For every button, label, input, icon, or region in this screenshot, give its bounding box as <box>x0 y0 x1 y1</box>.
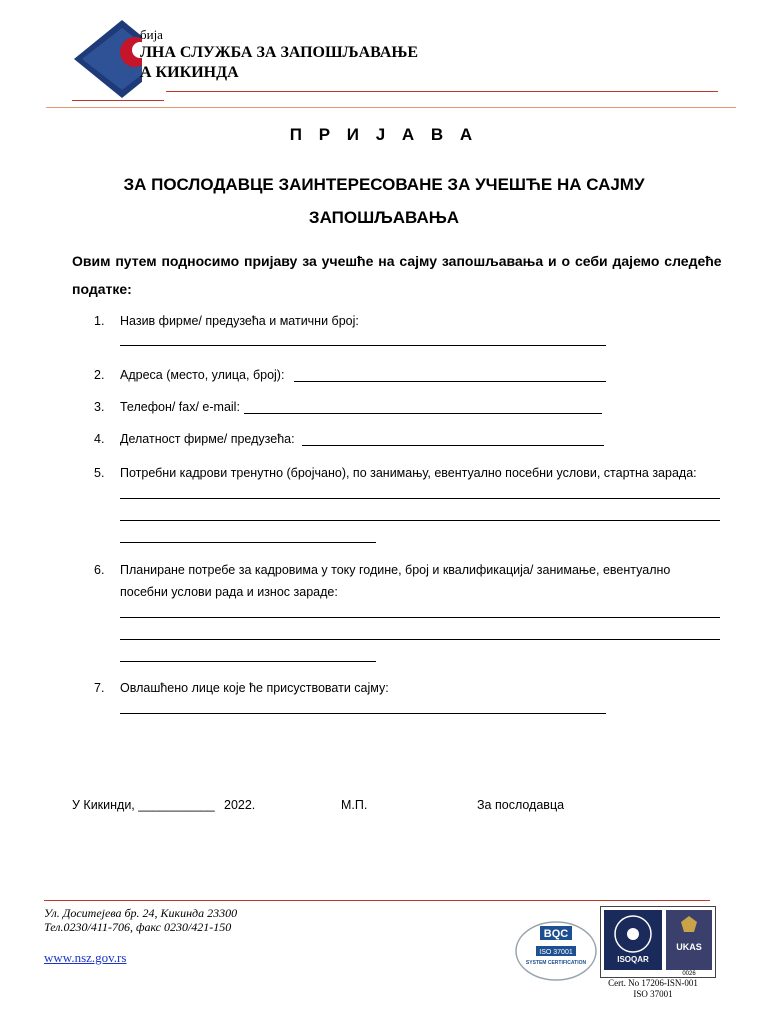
item-number: 5. <box>94 466 105 480</box>
item-number: 3. <box>94 400 105 414</box>
representative-field[interactable] <box>120 713 606 714</box>
current-staff-field-line-1[interactable] <box>120 498 720 499</box>
current-staff-field-line-3[interactable] <box>120 542 376 543</box>
ukas-number: 0026 <box>682 971 696 977</box>
item-label-current-staff: Потребни кадрови тренутно (бројчано), по занимању, евентуално посебни услови, стартна зарада: <box>120 466 697 480</box>
item-label-company-name: Назив фирме/ предузећа и матични број: <box>120 314 359 328</box>
header-country: бија <box>140 27 163 42</box>
header-rule <box>166 91 718 92</box>
company-name-field[interactable] <box>120 345 606 346</box>
item-label-representative: Овлашћено лице које ће присуствовати сајму: <box>120 681 389 695</box>
bqc-certification-badge <box>514 920 598 982</box>
bqc-label: BQC <box>543 928 569 940</box>
form-intro: Овим путем подносимо пријаву за учешће на сајму запошљавања и о себи дајемо следеће податке: <box>72 253 722 297</box>
item-number: 4. <box>94 432 105 446</box>
item-number: 1. <box>94 314 105 328</box>
stamp-placeholder: М.П. <box>341 798 368 812</box>
item-number: 6. <box>94 563 105 577</box>
footer-phone: Тел.0230/411-706, факс 0230/421-150 <box>44 920 232 934</box>
ukas-label: UKAS <box>676 942 702 952</box>
item-label-contact: Телефон/ fax/ e-mail: <box>120 400 240 414</box>
item-label-planned-staff: Планиране потребе за кадровима у току године, број и квалификација/ занимање, евентуално <box>120 563 671 577</box>
footer-rule <box>44 900 710 901</box>
isoqar-label: ISOQAR <box>617 955 649 964</box>
footer-address: Ул. Доситејева бр. 24, Кикинда 23300 <box>44 906 238 920</box>
header-organization: ЛНА СЛУЖБА ЗА ЗАПОШЉАВАЊЕ <box>140 44 419 61</box>
planned-staff-field-line-3[interactable] <box>120 661 376 662</box>
employer-signature-label: За послодавца <box>477 798 565 812</box>
website-link[interactable]: www.nsz.gov.rs <box>44 950 127 965</box>
signature-year: 2022. <box>224 798 256 812</box>
header-branch: А КИКИНДА <box>140 64 239 81</box>
item-number: 7. <box>94 681 105 695</box>
form-subtitle: ЗА ПОСЛОДАВЦЕ ЗАИНТЕРЕСОВАНЕ ЗА УЧЕШЋЕ НА САЈМУ ЗАПОШЉАВАЊА <box>123 175 645 227</box>
current-staff-field-line-2[interactable] <box>120 520 720 521</box>
signature-place-date: У Кикинди, ___________ <box>72 798 215 812</box>
cert-number: Cert. No 17206-ISN-001 <box>608 978 698 988</box>
activity-field[interactable] <box>302 445 604 446</box>
contact-field[interactable] <box>244 413 602 414</box>
form-title: П Р И Ј А В А <box>289 125 479 144</box>
item-label-activity: Делатност фирме/ предузећа: <box>120 432 295 446</box>
planned-staff-field-line-2[interactable] <box>120 639 720 640</box>
cert-standard: ISO 37001 <box>633 989 673 999</box>
header-rule-short <box>72 100 164 101</box>
address-field[interactable] <box>294 381 606 382</box>
planned-staff-field-line-1[interactable] <box>120 617 720 618</box>
item-number: 2. <box>94 368 105 382</box>
bqc-system-label: SYSTEM CERTIFICATION <box>525 960 587 966</box>
item-label-address: Адреса (место, улица, број): <box>120 368 285 382</box>
bqc-iso-label: ISO 37001 <box>539 949 573 956</box>
header-rule-thin <box>46 107 736 108</box>
isoqar-ukas-badge <box>600 906 716 978</box>
item-label-planned-staff-cont: посебни услови рада и износ зараде: <box>120 585 338 599</box>
